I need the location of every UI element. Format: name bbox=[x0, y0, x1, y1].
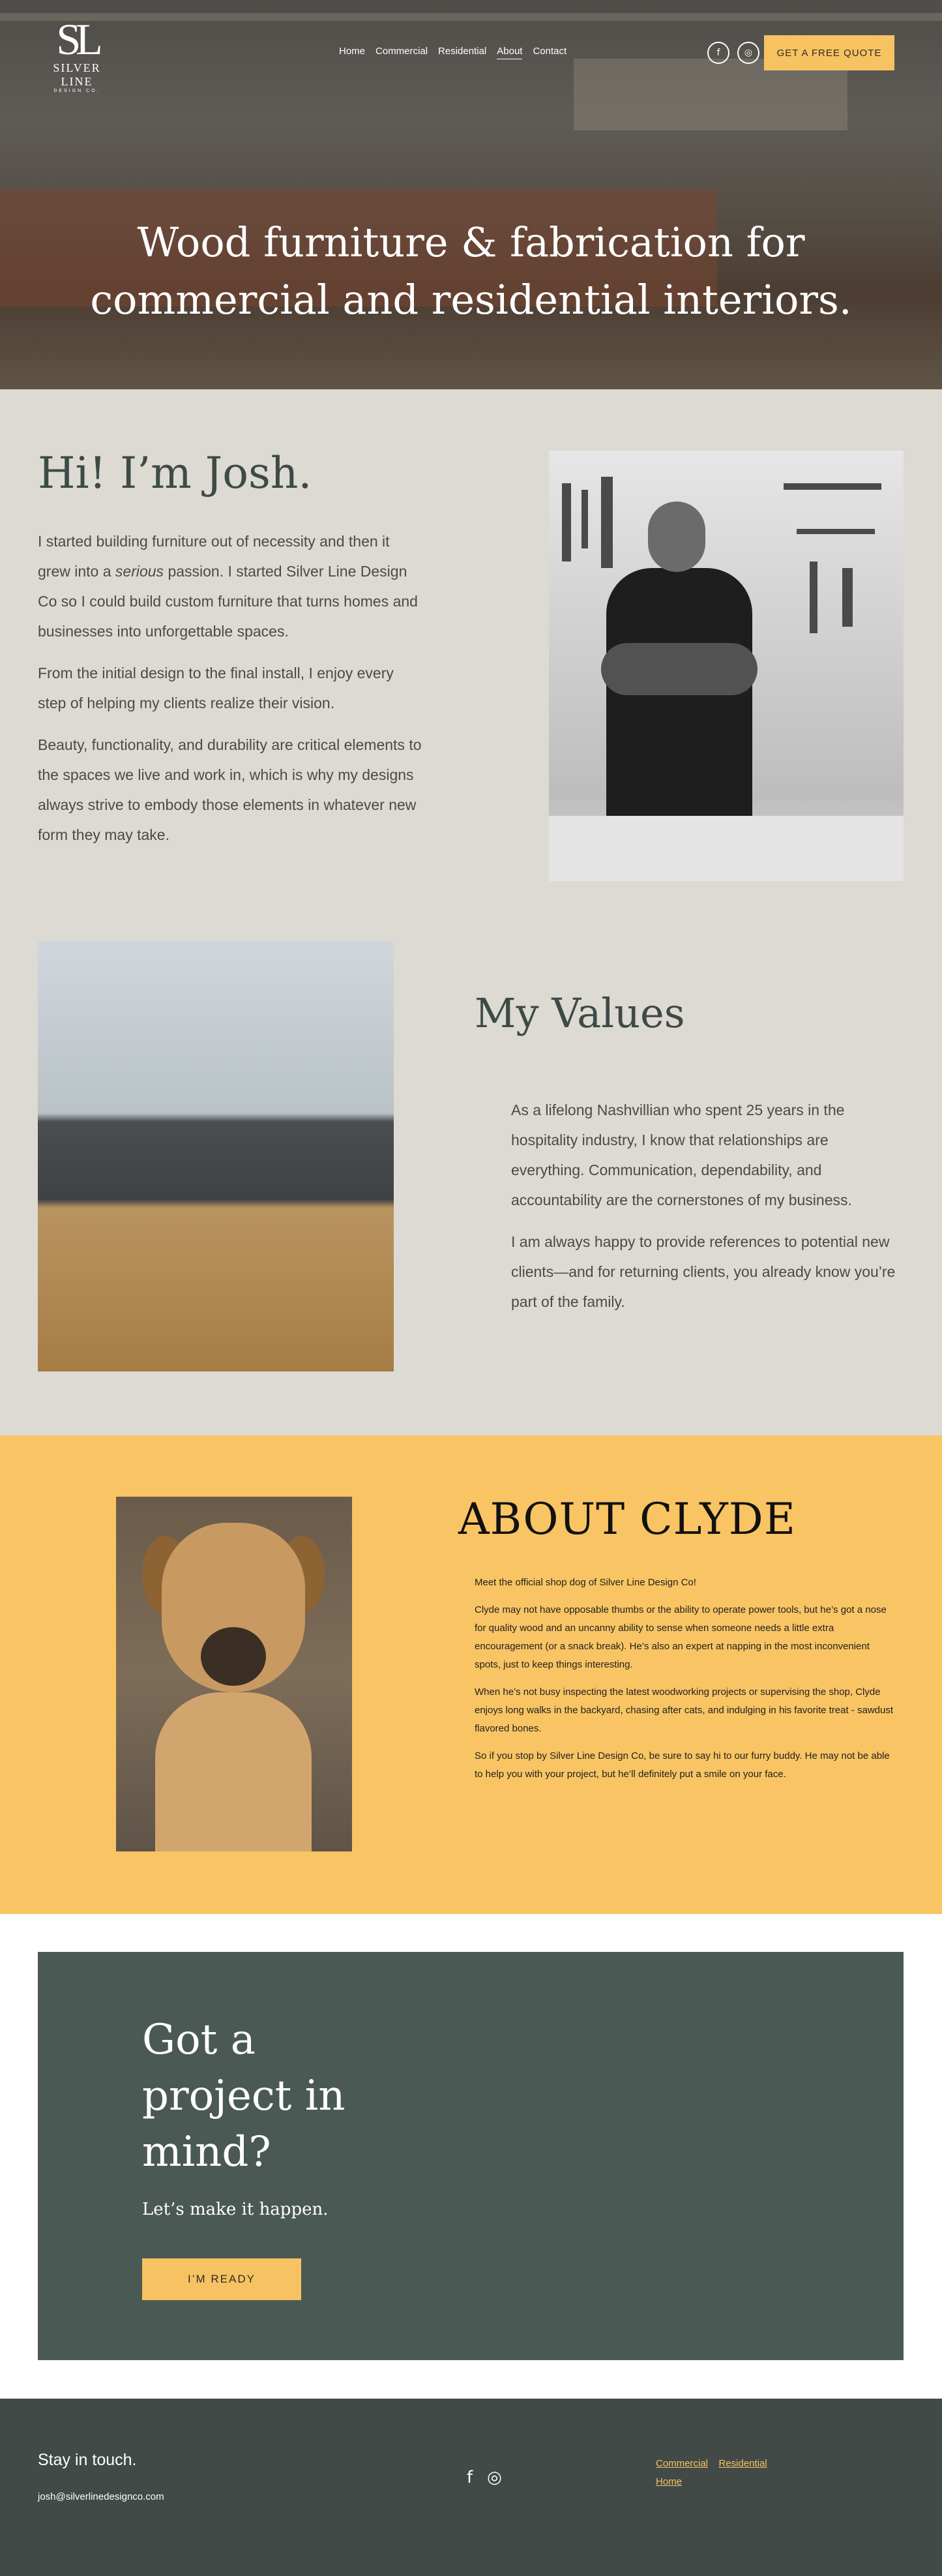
about-paragraph-2: From the initial design to the final install, I enjoy every step of helping my clients realize their vision. bbox=[38, 665, 394, 711]
hero-section bbox=[0, 0, 942, 389]
clyde-photo bbox=[116, 1497, 352, 1851]
get-quote-button[interactable]: GET A FREE QUOTE bbox=[764, 35, 894, 70]
footer-link-commercial[interactable]: Commercial bbox=[656, 2458, 709, 2469]
footer-links bbox=[656, 2455, 786, 2491]
josh-photo bbox=[549, 451, 904, 881]
footer-link-home[interactable]: Home bbox=[656, 2476, 683, 2487]
hero-bg-shelf bbox=[0, 13, 942, 21]
hero-title-line1: Wood furniture & fabrication for bbox=[137, 218, 805, 266]
nav-commercial[interactable]: Commercial bbox=[375, 46, 428, 57]
about-section bbox=[0, 389, 942, 1435]
nav-residential[interactable]: Residential bbox=[438, 46, 487, 57]
header-social bbox=[707, 42, 759, 64]
clyde-text bbox=[475, 1574, 894, 1793]
facebook-icon[interactable]: f bbox=[707, 42, 729, 64]
values-paragraph-1: As a lifelong Nashvillian who spent 25 years in the hospitality industry, I know that relationships are everything. Communication, dependability, and accountability are the cornerstones of my business. bbox=[511, 1101, 852, 1208]
workbench bbox=[549, 816, 904, 881]
dog-body bbox=[155, 1692, 312, 1851]
facebook-icon[interactable]: f bbox=[467, 2468, 473, 2487]
footer-title: Stay in touch. bbox=[38, 2451, 137, 2469]
logo-sub: DESIGN CO. bbox=[53, 89, 100, 93]
main-nav bbox=[339, 46, 567, 59]
project-title: Got a project in mind? bbox=[142, 2016, 346, 2176]
nav-contact[interactable]: Contact bbox=[533, 46, 567, 57]
logo-name: SILVER LINE bbox=[53, 61, 101, 88]
footer-link-residential[interactable]: Residential bbox=[718, 2458, 767, 2469]
about-text bbox=[38, 526, 426, 861]
clyde-paragraph-4: So if you stop by Silver Line Design Co, be sure to say hi to our furry buddy. He may not be able to help you with your project, but he’ll definitely put a smile on your face. bbox=[475, 1750, 890, 1780]
clyde-paragraph-3: When he’s not busy inspecting the latest woodworking projects or supervising the shop, Clyde enjoys long walks in the backyard, chasing after cats, and indulging in his favorite treat - sawdust flavored bones. bbox=[475, 1686, 894, 1734]
person-head bbox=[648, 502, 705, 572]
logo-mark: SL bbox=[56, 14, 98, 64]
logo[interactable] bbox=[38, 14, 116, 93]
values-text bbox=[511, 1095, 905, 1328]
about-paragraph-1: I started building furniture out of necessity and then it grew into a serious passion. I started Silver Line Design Co so I could build custom furniture that turns homes and businesses into unforgettable spaces. bbox=[38, 533, 418, 640]
instagram-icon[interactable]: ◎ bbox=[487, 2468, 502, 2487]
footer bbox=[0, 2399, 942, 2576]
instagram-icon[interactable]: ◎ bbox=[737, 42, 759, 64]
project-subtitle: Let’s make it happen. bbox=[142, 2200, 329, 2219]
dog-muzzle bbox=[201, 1627, 266, 1686]
clyde-title: ABOUT CLYDE bbox=[458, 1494, 796, 1544]
im-ready-button[interactable]: I’M READY bbox=[142, 2258, 301, 2300]
values-title: My Values bbox=[475, 989, 685, 1037]
hero-title-line2: commercial and residential interiors. bbox=[90, 276, 852, 323]
project-cta-section bbox=[38, 1952, 904, 2360]
values-paragraph-2: I am always happy to provide references to potential new clients—and for returning clients, you already know you’re part of the family. bbox=[511, 1233, 896, 1310]
nav-about[interactable]: About bbox=[497, 46, 522, 59]
footer-email[interactable]: josh@silverlinedesignco.com bbox=[38, 2491, 164, 2502]
about-title: Hi! I’m Josh. bbox=[38, 448, 312, 498]
workshop-photo bbox=[38, 941, 394, 1371]
nav-home[interactable]: Home bbox=[339, 46, 366, 57]
hero-title bbox=[0, 214, 942, 329]
about-paragraph-3: Beauty, functionality, and durability are critical elements to the spaces we live and work in, which is why my designs always strive to embody those elements in whatever new form they may take. bbox=[38, 736, 422, 843]
clyde-section bbox=[0, 1435, 942, 1914]
clyde-paragraph-1: Meet the official shop dog of Silver Line Design Co! bbox=[475, 1577, 696, 1588]
person-arms bbox=[601, 643, 758, 695]
clyde-paragraph-2: Clyde may not have opposable thumbs or the ability to operate power tools, but he’s got a nose for quality wood and an uncanny ability to sense when someone needs a little extra encouragement (or a snack break). He’s also an expert at napping in the most inconvenient spots, just to keep things interesting. bbox=[475, 1604, 887, 1670]
footer-social bbox=[467, 2468, 502, 2487]
